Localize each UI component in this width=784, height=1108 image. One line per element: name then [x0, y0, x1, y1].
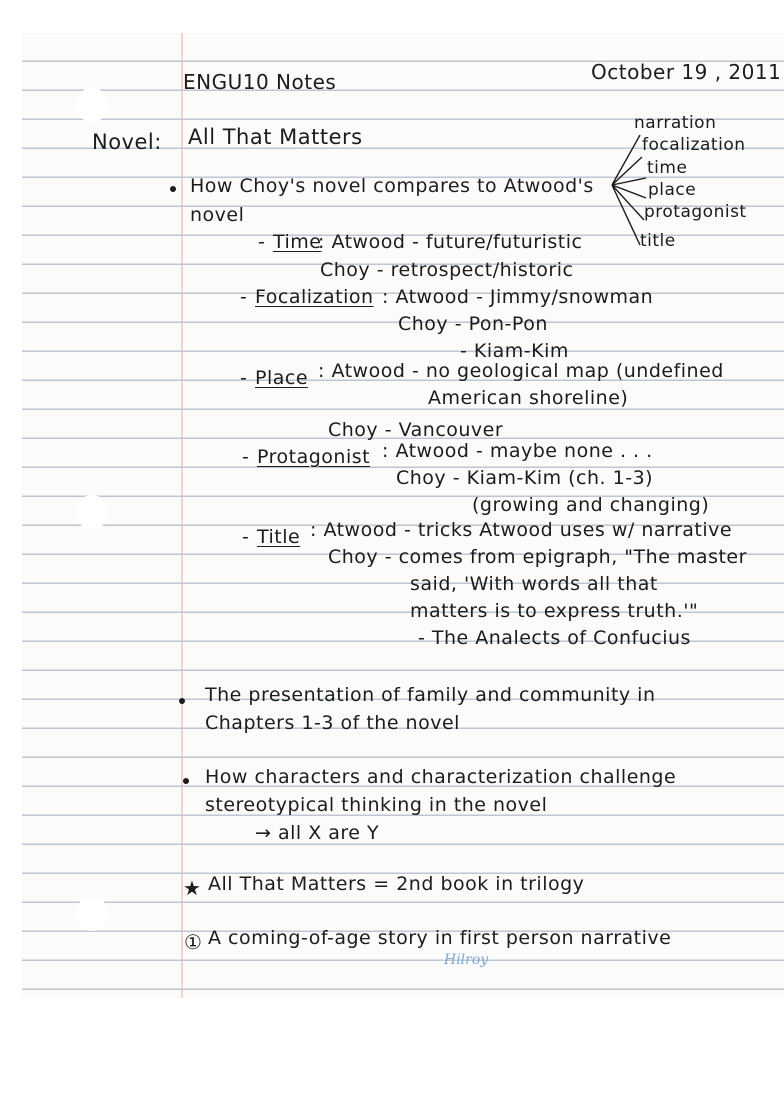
family-line1: The presentation of family and community in: [205, 684, 656, 706]
trilogy-note: All That Matters = 2nd book in trilogy: [208, 873, 585, 895]
perforated-edge: [12, 33, 42, 998]
binder-hole-top: [75, 88, 109, 122]
protagonist-dash: -: [242, 446, 250, 468]
binder-hole-bottom: [75, 897, 109, 931]
bullet-1: [170, 186, 176, 192]
title-atwood: : Atwood - tricks Atwood uses w/ narrative: [310, 519, 733, 541]
aspect-title: title: [640, 231, 676, 251]
title-choy4: - The Analects of Confucius: [418, 627, 691, 649]
date: October 19 , 2011: [591, 60, 782, 84]
focalization-dash: -: [240, 286, 248, 308]
time-choy: Choy - retrospect/historic: [320, 259, 574, 281]
aspect-focalization: focalization: [642, 135, 746, 155]
bullet-2: [179, 698, 185, 704]
aspect-time: time: [647, 158, 688, 178]
title-choy3: matters is to express truth.'": [410, 600, 699, 622]
protagonist-choy1: Choy - Kiam-Kim (ch. 1-3): [396, 467, 654, 489]
protagonist-label: Protagonist: [257, 446, 371, 468]
bullet-3: [183, 778, 189, 784]
protagonist-choy2: (growing and changing): [472, 494, 710, 516]
circled-one-icon: ①: [184, 930, 203, 954]
title-choy1: Choy - comes from epigraph, "The master: [328, 546, 747, 568]
focalization-label: Focalization: [255, 286, 374, 308]
characters-line2: stereotypical thinking in the novel: [205, 794, 548, 816]
focalization-choy2: - Kiam-Kim: [460, 340, 569, 362]
comparison-heading-line1: How Choy's novel compares to Atwood's: [190, 175, 594, 197]
title-dash: -: [242, 526, 250, 548]
aspect-narration: narration: [634, 113, 717, 133]
aspect-protagonist: protagonist: [644, 202, 747, 222]
title-label: Title: [257, 526, 301, 548]
star-icon: ★: [183, 876, 202, 900]
aspect-place: place: [648, 180, 697, 200]
focalization-choy1: Choy - Pon-Pon: [398, 313, 548, 335]
characters-line3: → all X are Y: [255, 822, 380, 844]
place-dash: -: [240, 367, 248, 389]
title-choy2: said, 'With words all that: [410, 573, 658, 595]
course-heading: ENGU10 Notes: [183, 70, 337, 94]
focalization-atwood: : Atwood - Jimmy/snowman: [382, 286, 654, 308]
aspect-branch-lines: [600, 130, 650, 260]
novel-title: All That Matters: [188, 125, 363, 149]
time-label: Time: [273, 231, 322, 253]
protagonist-atwood: : Atwood - maybe none . . .: [382, 440, 653, 462]
hilroy-logo: Hilroy: [444, 952, 489, 968]
margin-line: [181, 33, 183, 998]
family-line2: Chapters 1-3 of the novel: [205, 712, 460, 734]
time-atwood: : Atwood - future/futuristic: [318, 231, 583, 253]
binder-hole-middle: [75, 495, 109, 529]
characters-line1: How characters and characterization challenge: [205, 766, 677, 788]
place-choy: Choy - Vancouver: [328, 419, 504, 441]
comparison-heading-line2: novel: [190, 204, 245, 226]
place-atwood1: : Atwood - no geological map (undefined: [318, 360, 724, 382]
time-dash: -: [258, 231, 266, 253]
place-label: Place: [255, 367, 309, 389]
place-atwood2: American shoreline): [428, 387, 629, 409]
novel-label: Novel:: [92, 130, 162, 154]
coming-of-age-note: A coming-of-age story in first person narrative: [208, 927, 672, 949]
